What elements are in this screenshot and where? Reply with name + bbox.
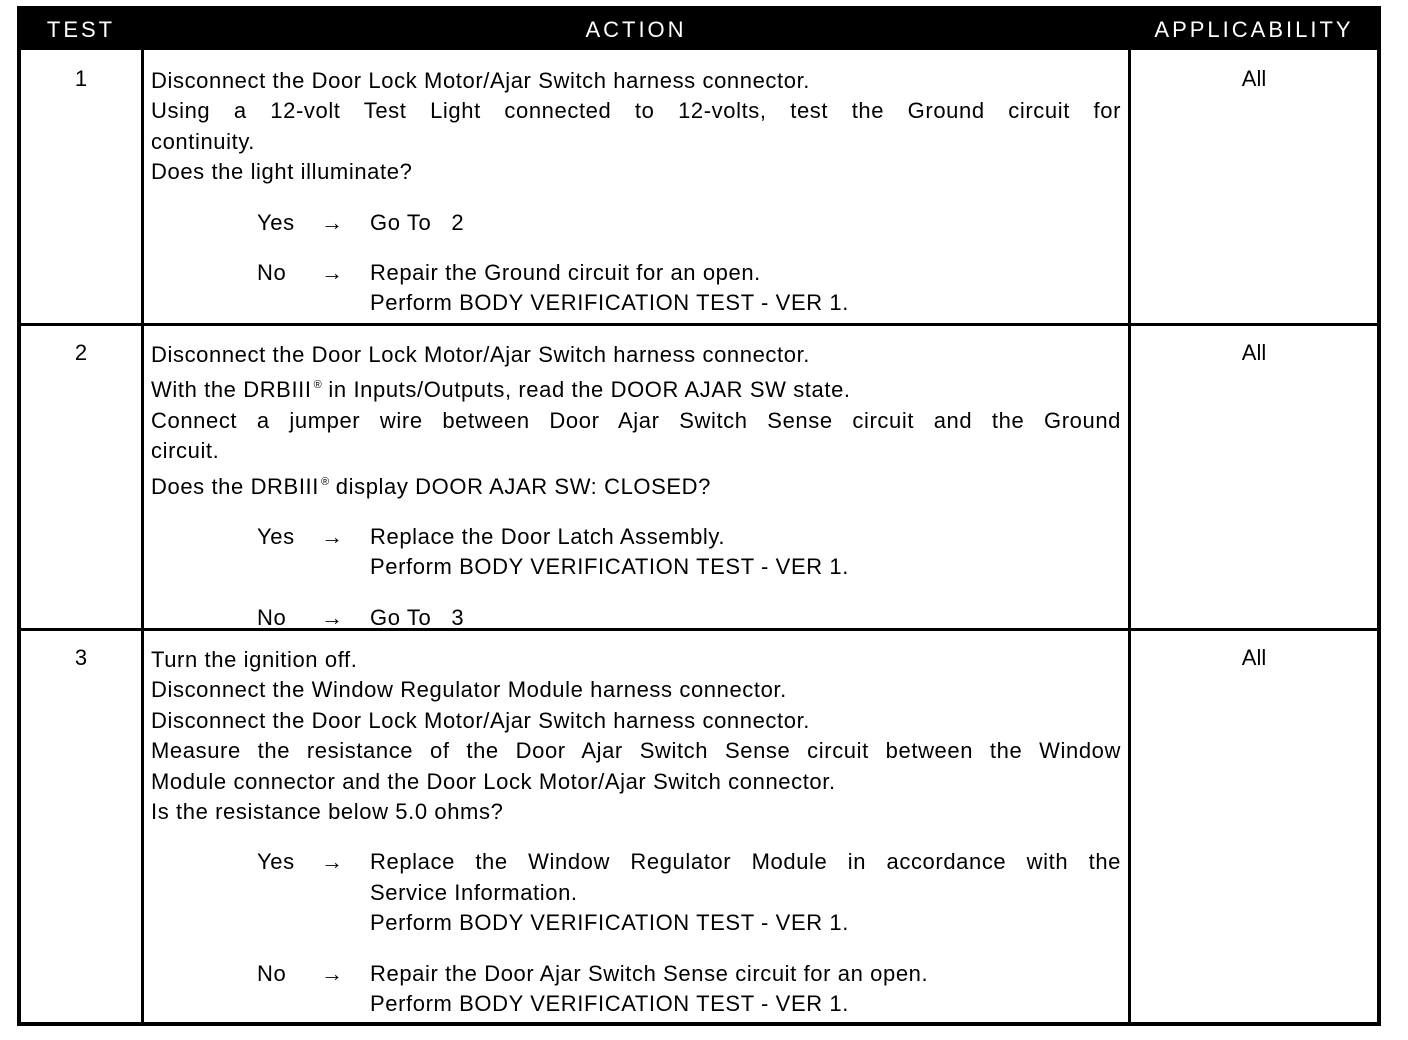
action-line: continuity.	[151, 128, 256, 154]
action-line-part: display DOOR AJAR SW: CLOSED?	[335, 473, 711, 499]
arrow-icon: →	[321, 604, 344, 630]
header-action: ACTION	[585, 17, 687, 42]
response-line: Service Information.	[370, 879, 578, 905]
response-line: Perform BODY VERIFICATION TEST - VER 1.	[370, 554, 849, 580]
action-line-part: Does the DRBIII	[151, 473, 319, 499]
test-action	[151, 645, 1121, 1019]
yes-label: Yes	[257, 849, 295, 875]
applicability-value: All	[1241, 66, 1267, 91]
arrow-icon: →	[321, 260, 344, 286]
yes-response	[151, 522, 1121, 583]
header-test: TEST	[46, 17, 116, 42]
action-line-part: With the DRBIII	[151, 377, 312, 403]
arrow-icon: →	[321, 960, 344, 986]
action-line: Disconnect the Door Lock Motor/Ajar Switch harness connector.	[151, 68, 811, 93]
action-line	[151, 467, 1121, 502]
test-row-1	[21, 52, 1377, 323]
action-line: Using a 12-volt Test Light connected to 12-volts, test the Ground circuit for	[151, 98, 1121, 124]
response-line: Perform BODY VERIFICATION TEST - VER 1.	[370, 290, 849, 316]
yes-response	[151, 847, 1121, 938]
test-row-2	[21, 326, 1377, 628]
arrow-icon: →	[321, 524, 344, 550]
table-header	[21, 10, 1377, 50]
action-line: Is the resistance below 5.0 ohms?	[151, 799, 504, 825]
response-line: Replace the Door Latch Assembly.	[370, 524, 726, 550]
yes-label: Yes	[257, 524, 295, 550]
test-number: 2	[74, 340, 88, 365]
no-response	[151, 603, 1121, 633]
yes-response	[151, 208, 1121, 238]
action-line	[151, 370, 1121, 405]
yes-label: Yes	[257, 209, 295, 235]
action-line: Module connector and the Door Lock Motor/Ajar Switch connector.	[151, 768, 836, 794]
response-line: Perform BODY VERIFICATION TEST - VER 1.	[370, 991, 849, 1017]
action-line: Disconnect the Door Lock Motor/Ajar Switch harness connector.	[151, 707, 811, 733]
action-line: Does the light illuminate?	[151, 159, 413, 185]
arrow-icon: →	[321, 209, 344, 235]
action-line: Disconnect the Window Regulator Module harness connector.	[151, 677, 787, 703]
arrow-icon: →	[321, 849, 344, 875]
response-line: Replace the Window Regulator Module in accordance with the	[370, 849, 1121, 875]
diagnostic-test-table	[17, 6, 1381, 1026]
registered-mark: ®	[320, 475, 330, 488]
applicability-value: All	[1241, 340, 1267, 365]
response-line: Go To 2	[370, 209, 465, 235]
header-applicability: APPLICABILITY	[1154, 17, 1354, 42]
response-line: Go To 3	[370, 604, 465, 630]
action-line: Disconnect the Door Lock Motor/Ajar Switch harness connector.	[151, 342, 811, 367]
test-number: 1	[74, 66, 88, 91]
test-action	[151, 340, 1121, 633]
registered-mark: ®	[313, 379, 322, 392]
no-label: No	[257, 960, 287, 986]
action-line-part: in Inputs/Outputs, read the DOOR AJAR SW state.	[328, 377, 851, 403]
response-line: Repair the Door Ajar Switch Sense circuit for an open.	[370, 960, 929, 986]
action-line: Measure the resistance of the Door Ajar Switch Sense circuit between the Window	[151, 738, 1121, 764]
action-line: circuit.	[151, 438, 220, 464]
test-action	[151, 66, 1121, 319]
no-label: No	[257, 604, 287, 630]
action-line: Connect a jumper wire between Door Ajar Switch Sense circuit and the Ground	[151, 407, 1121, 433]
response-line: Perform BODY VERIFICATION TEST - VER 1.	[370, 910, 849, 936]
no-label: No	[257, 260, 287, 286]
no-response	[151, 258, 1121, 319]
applicability-value: All	[1241, 645, 1267, 670]
response-line: Repair the Ground circuit for an open.	[370, 260, 761, 286]
no-response	[151, 959, 1121, 1020]
test-row-3	[21, 631, 1377, 1022]
test-number: 3	[74, 645, 88, 670]
action-line: Turn the ignition off.	[151, 647, 358, 672]
